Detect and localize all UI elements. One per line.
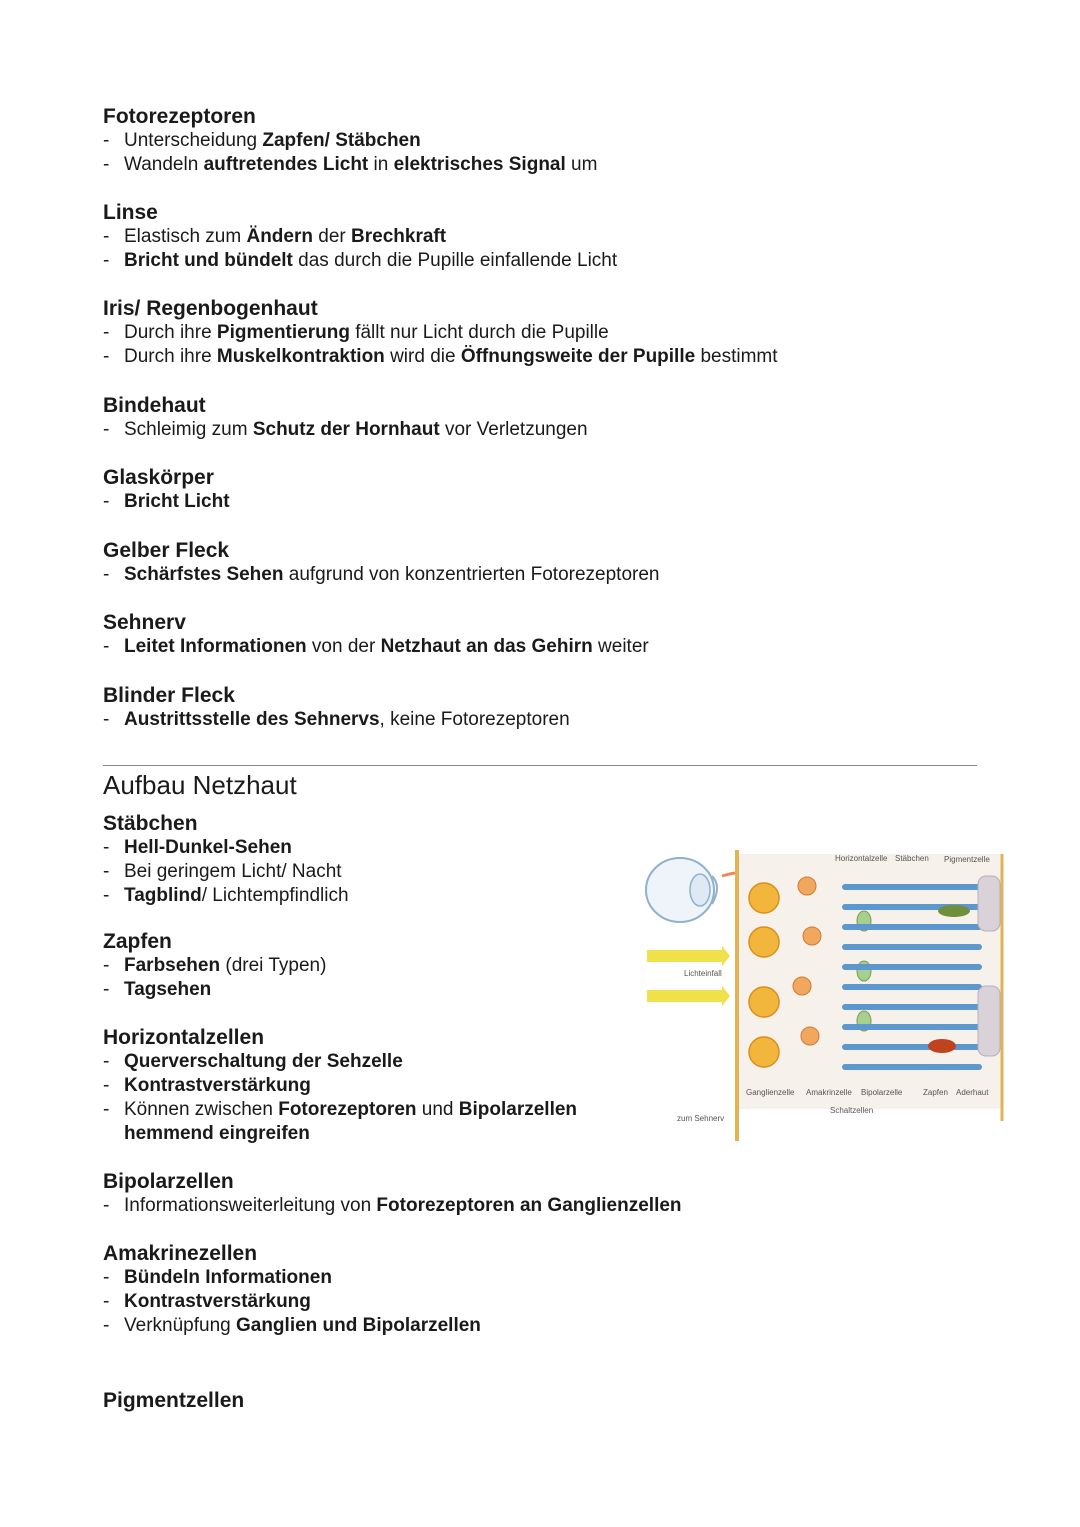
bullet-list	[103, 563, 659, 587]
bold-text: Schärfstes Sehen	[124, 564, 284, 585]
section-heading: Bipolarzellen	[103, 1170, 234, 1193]
text: (drei Typen)	[220, 955, 327, 976]
bold-text: Kontrastverstärkung	[124, 1075, 311, 1096]
bold-text: Ganglien und Bipolarzellen	[235, 1315, 481, 1336]
text: bestimmt	[695, 346, 778, 367]
eye-sketch-icon	[646, 858, 717, 922]
label-lichteinfall: Lichteinfall	[684, 969, 722, 978]
bullet-list	[103, 129, 597, 177]
section-fotorezeptoren	[103, 105, 597, 177]
bold-text: Muskelkontraktion	[216, 346, 385, 367]
bullet-list	[103, 225, 617, 273]
label-schaltzellen: Schaltzellen	[830, 1106, 874, 1115]
section-title-aufbau-netzhaut: Aufbau Netzhaut	[103, 770, 297, 800]
bullet-list	[103, 321, 778, 369]
bullet-dash: -	[103, 130, 110, 151]
bullet-dash: -	[103, 1099, 110, 1120]
list-item	[103, 635, 649, 659]
bullet-dash: -	[103, 837, 110, 858]
section-staebchen	[103, 812, 623, 908]
bold-text: Fotorezeptoren an Ganglienzellen	[376, 1195, 682, 1216]
section-heading: Glaskörper	[103, 466, 214, 489]
light-beam-1-head	[722, 946, 730, 966]
bullet-dash: -	[103, 1267, 110, 1288]
bold-text: Austrittsstelle des Sehnervs	[124, 709, 380, 730]
list-item	[103, 1050, 623, 1074]
bullet-dash: -	[103, 1291, 110, 1312]
bullet-dash: -	[103, 1195, 110, 1216]
section-heading: Sehnerv	[103, 611, 186, 634]
text: Durch ihre	[124, 322, 217, 343]
bullet-dash: -	[103, 226, 110, 247]
section-bindehaut	[103, 394, 588, 442]
section-heading: Pigmentzellen	[103, 1389, 245, 1412]
list-item	[103, 321, 778, 345]
bullet-dash: -	[103, 636, 110, 657]
list-item	[103, 418, 588, 442]
bullet-dash: -	[103, 709, 110, 730]
bold-text: Zapfen/ Stäbchen	[262, 130, 421, 151]
section-heading: Blinder Fleck	[103, 684, 235, 707]
text: Wandeln	[124, 154, 204, 175]
bullet-dash: -	[103, 491, 110, 512]
bullet-list	[103, 635, 649, 659]
section-heading: Horizontalzellen	[103, 1026, 265, 1049]
section-glaskoerper	[103, 466, 230, 514]
bullet-list	[103, 836, 623, 908]
retina-diagram	[642, 846, 1010, 1144]
bold-text: Netzhaut an das Gehirn	[380, 636, 593, 657]
section-sehnerv	[103, 611, 649, 659]
section-heading: Zapfen	[103, 930, 172, 953]
label-ganglienzelle: Ganglienzelle	[746, 1088, 795, 1097]
section-zapfen	[103, 930, 623, 1002]
text: Informationsweiterleitung von	[124, 1195, 377, 1216]
label-staebchen: Stäbchen	[895, 854, 929, 863]
list-item	[103, 129, 597, 153]
bold-text: auftretendes Licht	[203, 154, 369, 175]
section-iris	[103, 297, 778, 369]
cone-red	[928, 1039, 956, 1053]
list-item	[103, 954, 623, 978]
bold-text: Öffnungsweite der Pupille	[460, 346, 696, 367]
label-pigmentzelle: Pigmentzelle	[944, 855, 990, 864]
list-item	[103, 490, 230, 514]
label-zum-sehnerv: zum Sehnerv	[677, 1114, 725, 1123]
list-item	[103, 563, 659, 587]
bullet-list	[103, 954, 623, 1002]
bullet-dash: -	[103, 154, 110, 175]
text: weiter	[592, 636, 649, 657]
section-gelber-fleck	[103, 539, 659, 587]
text: Verknüpfung	[124, 1315, 236, 1336]
bold-text: Brechkraft	[351, 226, 447, 247]
section-heading: Bindehaut	[103, 394, 206, 417]
list-item	[103, 345, 778, 369]
section-pigmentzellen	[103, 1389, 703, 1413]
bullet-dash: -	[103, 564, 110, 585]
section-divider	[103, 765, 977, 766]
bold-text: Tagsehen	[124, 979, 212, 1000]
section-heading: Iris/ Regenbogenhaut	[103, 297, 318, 320]
text: Können zwischen	[124, 1099, 279, 1120]
section-amakrinezellen	[103, 1242, 703, 1338]
bullet-list	[103, 1050, 623, 1146]
bold-text: Schutz der Hornhaut	[252, 419, 440, 440]
list-item	[103, 153, 597, 177]
section-heading: Gelber Fleck	[103, 539, 230, 562]
light-beam-2-head	[722, 986, 730, 1006]
label-amakrinzelle: Amakrinzelle	[806, 1088, 852, 1097]
bold-text: Fotorezeptoren	[278, 1099, 417, 1120]
bullet-dash: -	[103, 250, 110, 271]
bullet-list	[103, 418, 588, 442]
bullet-dash: -	[103, 885, 110, 906]
section-bipolarzellen	[103, 1170, 803, 1218]
bold-text: Leitet Informationen	[124, 636, 307, 657]
light-beam-1	[647, 950, 722, 962]
section-heading: Stäbchen	[103, 812, 198, 835]
bullet-list	[103, 1194, 803, 1218]
list-item	[103, 1266, 703, 1290]
bold-text: Hell-Dunkel-Sehen	[124, 837, 292, 858]
cone-green	[938, 905, 970, 917]
text: von der	[306, 636, 381, 657]
bullet-dash: -	[103, 322, 110, 343]
bold-text: Kontrastverstärkung	[124, 1291, 311, 1312]
list-item	[103, 884, 623, 908]
text: , keine Fotorezeptoren	[379, 709, 570, 730]
label-aderhaut: Aderhaut	[956, 1088, 989, 1097]
bullet-dash: -	[103, 419, 110, 440]
bold-text: Querverschaltung der Sehzelle	[124, 1051, 403, 1072]
bullet-dash: -	[103, 979, 110, 1000]
text: vor Verletzungen	[439, 419, 588, 440]
label-zapfen: Zapfen	[923, 1088, 948, 1097]
bold-text: elektrisches Signal	[393, 154, 566, 175]
bold-text: Farbsehen	[124, 955, 221, 976]
list-item	[103, 1074, 623, 1098]
text: Elastisch zum	[124, 226, 247, 247]
text: um	[565, 154, 598, 175]
text: und	[416, 1099, 459, 1120]
list-item	[103, 978, 623, 1002]
text: Bei geringem Licht/ Nacht	[124, 861, 342, 882]
bullet-list	[103, 708, 570, 732]
list-item	[103, 1290, 703, 1314]
section-heading: Amakrinezellen	[103, 1242, 258, 1265]
light-beam-2	[647, 990, 722, 1002]
section-heading: Linse	[103, 201, 158, 224]
bold-text: Bündeln Informationen	[124, 1267, 332, 1288]
text: wird die	[384, 346, 461, 367]
text: / Lichtempfindlich	[201, 885, 349, 906]
list-item	[103, 1098, 623, 1146]
list-item	[103, 836, 623, 860]
list-item	[103, 249, 617, 273]
section-horizontalzellen	[103, 1026, 623, 1146]
text: der	[312, 226, 352, 247]
section-linse	[103, 201, 617, 273]
bullet-dash: -	[103, 1051, 110, 1072]
text: das durch die Pupille einfallende Licht	[292, 250, 618, 271]
text: Schleimig zum	[124, 419, 253, 440]
text: Unterscheidung	[124, 130, 263, 151]
list-item	[103, 860, 623, 884]
text: fällt nur Licht durch die Pupille	[349, 322, 609, 343]
bold-text: Bricht Licht	[124, 491, 230, 512]
bullet-dash: -	[103, 955, 110, 976]
bold-text: Tagblind	[124, 885, 202, 906]
text: in	[368, 154, 394, 175]
bold-text: Pigmentierung	[216, 322, 350, 343]
bullet-list	[103, 1266, 703, 1338]
bullet-list	[103, 490, 230, 514]
bullet-dash: -	[103, 346, 110, 367]
bullet-dash: -	[103, 861, 110, 882]
bullet-dash: -	[103, 1315, 110, 1336]
list-item	[103, 1194, 803, 1218]
list-item	[103, 225, 617, 249]
list-item	[103, 708, 570, 732]
text: aufgrund von konzentrierten Fotorezeptoren	[283, 564, 660, 585]
label-horizontalzelle: Horizontalzelle	[835, 854, 888, 863]
list-item	[103, 1314, 703, 1338]
section-blinder-fleck	[103, 684, 570, 732]
bold-text: Bipolarzellen hemmend eingreifen	[124, 1099, 578, 1144]
text: Durch ihre	[124, 346, 217, 367]
bullet-dash: -	[103, 1075, 110, 1096]
bold-text: Bricht und bündelt	[124, 250, 293, 271]
bold-text: Ändern	[246, 226, 313, 247]
section-heading: Fotorezeptoren	[103, 105, 256, 128]
label-bipolarzelle: Bipolarzelle	[861, 1088, 903, 1097]
